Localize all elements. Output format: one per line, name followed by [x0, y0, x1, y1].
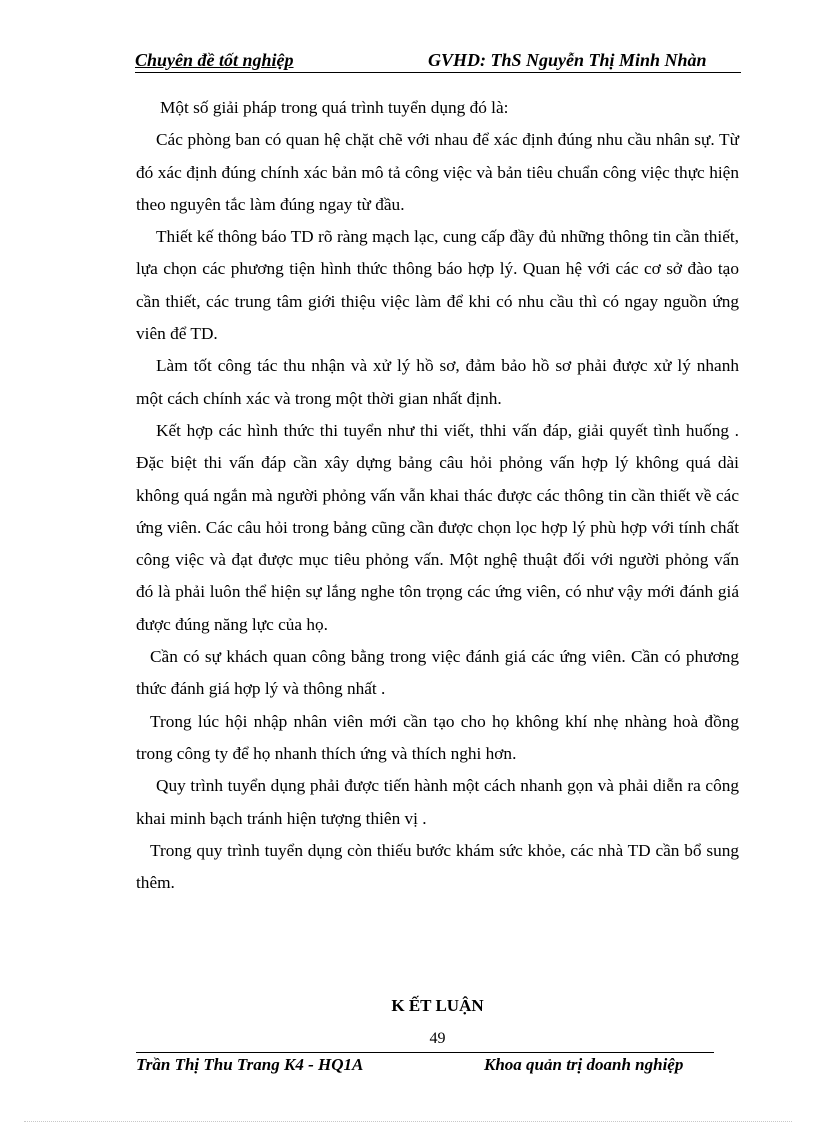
paragraph-applications: Làm tốt công tác thu nhận và xử lý hồ sơ, đảm bảo hồ sơ phải được xử lý nhanh một cách chính xác và trong một thời gian nhất định. — [136, 356, 739, 408]
page-footer — [136, 1052, 714, 1074]
paragraph-process: Quy trình tuyển dụng phải được tiến hành một cách nhanh gọn và phải diễn ra công khai minh bạch tránh hiện tượng thiên vị . — [136, 776, 739, 828]
paragraph-intro: Một số giải pháp trong quá trình tuyển dụng đó là: — [160, 98, 509, 117]
header-supervisor: GVHD: ThS Nguyễn Thị Minh Nhàn — [428, 50, 707, 70]
paragraph-health-check: Trong quy trình tuyển dụng còn thiếu bước khám sức khỏe, các nhà TD cần bổ sung thêm. — [136, 840, 739, 893]
paragraph-objectivity: Cần có sự khách quan công bằng trong việc đánh giá các ứng viên. Cần có phương thức đánh giá hợp lý và thông nhất . — [136, 647, 739, 699]
header-document-type: Chuyên đề tốt nghiệp — [135, 50, 294, 70]
footer-author: Trần Thị Thu Trang K4 - HQ1A — [136, 1055, 364, 1074]
paragraph-interviews: Kết hợp các hình thức thi tuyển như thi viết, thhi vấn đáp, giải quyết tình huống . Đặc biệt thi vấn đáp cần xây dựng bảng câu hỏi phỏng vấn hợp lý không quá dài không quá ngắn mà người phỏng vấn vẫn khai thác được các thông tin cần thiết về các ứng viên. Các câu hỏi trong bảng cũng cần được chọn lọc hợp lý phù hợp với tính chất công việc và đạt được mục tiêu phỏng vấn. Một nghệ thuật đối với người phỏng vấn đó là phải luôn thể hiện sự lắng nghe tôn trọng các ứng viên, có như vậy mới đánh giá được đúng năng lực của họ. — [136, 420, 739, 634]
paragraph-onboarding: Trong lúc hội nhập nhân viên mới cần tạo cho họ không khí nhẹ nhàng hoà đồng trong công ty để họ nhanh thích ứng và thích nghi hơn. — [136, 711, 739, 763]
page-header — [135, 48, 741, 73]
paragraph-departments: Các phòng ban có quan hệ chặt chẽ với nhau để xác định đúng nhu cầu nhân sự. Từ đó xác định đúng chính xác bản mô tả công việc và bản tiêu chuẩn công việc thực hiện theo nguyên tắc làm đúng ngay từ đầu. — [136, 130, 739, 214]
footer-faculty: Khoa quản trị doanh nghiệp — [484, 1055, 684, 1074]
page-edge-divider — [24, 1121, 792, 1122]
page-number: 49 — [429, 1030, 446, 1047]
section-heading-conclusion: K ẾT LUẬN — [391, 996, 484, 1015]
paragraph-announcement: Thiết kế thông báo TD rõ ràng mạch lạc, cung cấp đầy đủ những thông tin cần thiết, lựa chọn các phương tiện hình thức thông báo hợp lý. Quan hệ với các cơ sở đào tạo cần thiết, các trung tâm giới thiệu việc làm để khi có nhu cầu thì có ngay nguồn ứng viên để TD. — [136, 227, 739, 344]
body-text — [136, 92, 739, 899]
